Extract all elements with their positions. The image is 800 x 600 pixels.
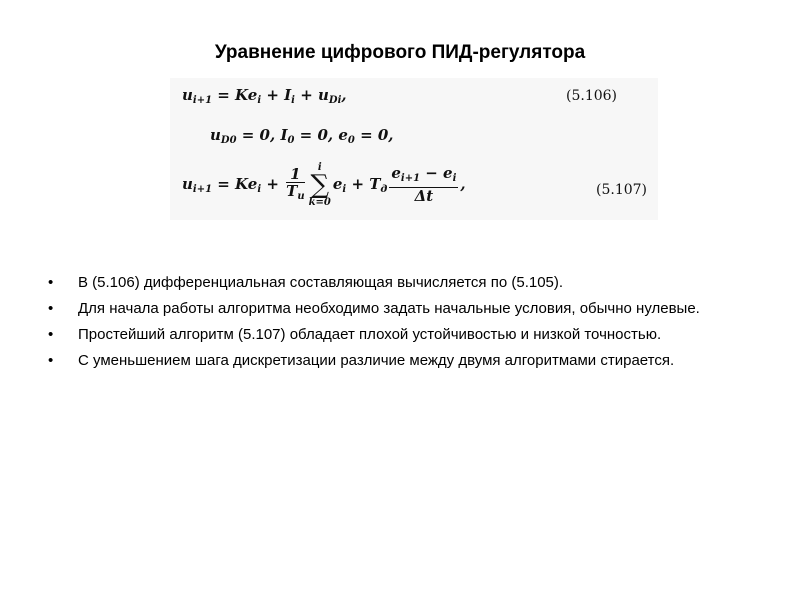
list-item [48, 272, 768, 293]
list-item-text: Простейший алгоритм (5.107) обладает плохой устойчивостью и низкой точностью. [78, 326, 662, 343]
equation-number-5-106: (5.106) [566, 88, 618, 104]
bullet-icon: • [48, 326, 54, 343]
bullet-icon: • [48, 300, 54, 317]
equation-initial-conditions: $u_{D0} = 0$, $I_0 = 0$, $e_0 = 0$, [210, 126, 394, 146]
list-item-text: С уменьшением шага дискретизации различие между двумя алгоритмами стирается. [78, 352, 675, 369]
formula-image [170, 78, 658, 220]
bullet-icon: • [48, 352, 54, 369]
list-item-text: Для начала работы алгоритма необходимо задать начальные условия, обычно нулевые. [78, 300, 700, 317]
bullet-list [48, 272, 768, 376]
fraction-one-over-t: $\frac{1}{T_и}$ [286, 164, 305, 202]
equation-5-107: $u_{i+1} = Ke_i$ + $\frac{1}{T_и}$ i ∑ k=0 $e_i + T_д$ $\frac{e_{i+1} - e_i}{\Delta t}$ , [182, 162, 466, 208]
summation: i ∑ k=0 [308, 162, 331, 208]
list-item [48, 350, 768, 371]
list-item [48, 298, 768, 319]
equation-number-5-107: (5.107) [596, 182, 648, 198]
equation-5-106: $u_{i+1} = Ke_i + I_i + u_{Di}$, [182, 86, 347, 106]
list-item [48, 324, 768, 345]
slide-title: Уравнение цифрового ПИД-регулятора [214, 42, 586, 63]
fraction-difference: $\frac{e_{i+1} - e_i}{\Delta t}$ [391, 164, 457, 205]
list-item-text: В (5.106) дифференциальная составляющая вычисляется по (5.105). [78, 274, 564, 291]
bullet-icon: • [48, 274, 54, 291]
